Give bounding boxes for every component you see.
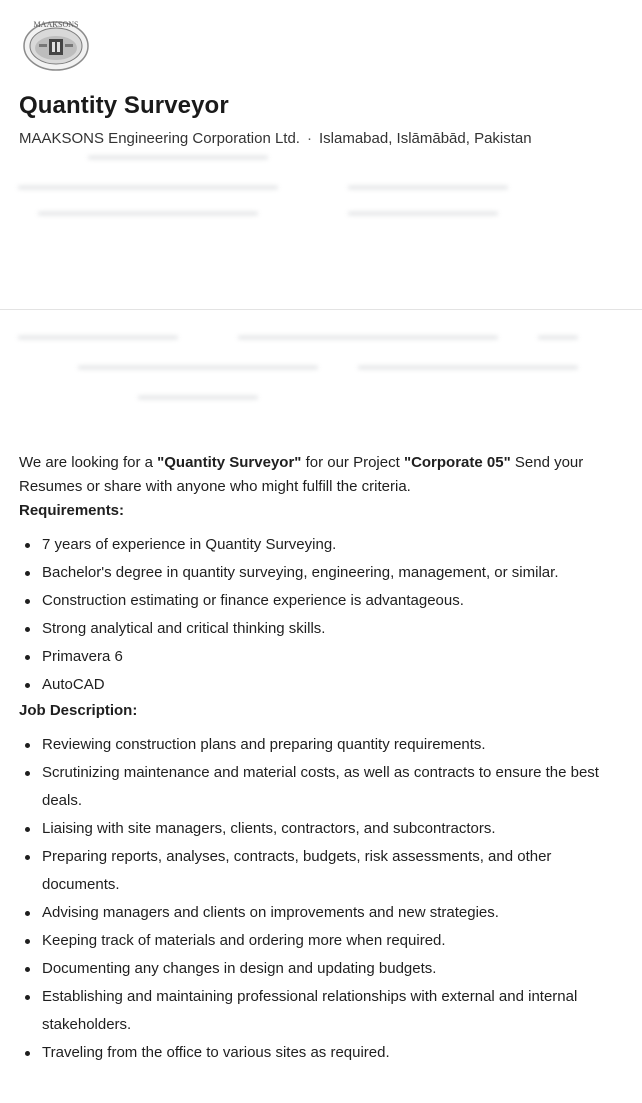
list-item: Scrutinizing maintenance and material costs, as well as contracts to ensure the best deals. [19, 759, 619, 815]
company-location-line [19, 130, 532, 147]
list-item: Strong analytical and critical thinking skills. [19, 615, 619, 643]
job-location: Islamabad, Islāmābād, Pakistan [318, 130, 532, 147]
maaksons-logo-icon [22, 16, 90, 72]
logo-text: MAAKSONS [33, 20, 79, 29]
list-item: Primavera 6 [19, 643, 619, 671]
intro-paragraph: We are looking for a "Quantity Surveyor" for our Project "Corporate 05" Send your Resumes or share with anyone who might fulfill the criteria. [19, 454, 584, 495]
job-description-list [19, 731, 619, 1067]
redacted-region-bottom [18, 330, 618, 420]
list-item: Liaising with site managers, clients, contractors, and subcontractors. [19, 815, 619, 843]
requirements-heading: Requirements: [19, 502, 125, 519]
list-item: 7 years of experience in Quantity Surveying. [19, 531, 619, 559]
list-item: Establishing and maintaining professional relationships with external and internal stakeholders. [19, 983, 619, 1039]
list-item: Documenting any changes in design and updating budgets. [19, 955, 619, 983]
requirements-list [19, 531, 619, 699]
list-item: Keeping track of materials and ordering more when required. [19, 927, 619, 955]
list-item: AutoCAD [19, 671, 619, 699]
list-item: Reviewing construction plans and preparing quantity requirements. [19, 731, 619, 759]
list-item: Construction estimating or finance experience is advantageous. [19, 587, 619, 615]
separator-dot: · [306, 130, 312, 147]
list-item: Advising managers and clients on improvements and new strategies. [19, 899, 619, 927]
list-item: Bachelor's degree in quantity surveying, engineering, management, or similar. [19, 559, 619, 587]
job-title: Quantity Surveyor [19, 92, 229, 119]
intro-role: "Quantity Surveyor" [157, 454, 302, 471]
list-item: Traveling from the office to various sites as required. [19, 1039, 619, 1067]
job-description-heading: Job Description: [19, 702, 138, 719]
section-divider [0, 309, 642, 310]
intro-project: "Corporate 05" [403, 454, 511, 471]
job-description-body [19, 451, 619, 1067]
company-name[interactable]: MAAKSONS Engineering Corporation Ltd. [19, 130, 300, 147]
list-item: Preparing reports, analyses, contracts, budgets, risk assessments, and other documents. [19, 843, 619, 899]
company-logo[interactable] [22, 16, 90, 72]
redacted-region-top [18, 150, 618, 230]
